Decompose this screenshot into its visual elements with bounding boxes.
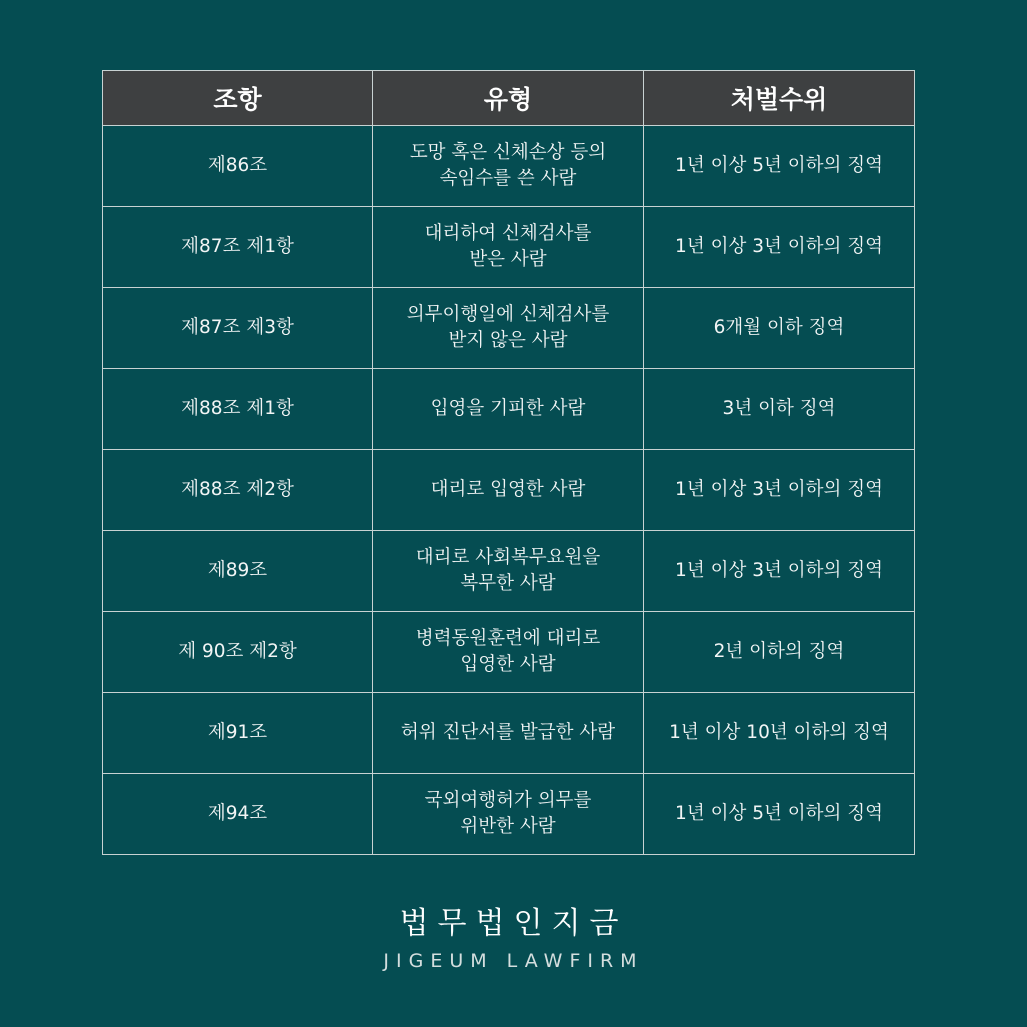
penalty-table (102, 70, 915, 855)
table-row (103, 450, 915, 531)
cell-article: 제88조 제1항 (103, 369, 373, 450)
cell-type: 도망 혹은 신체손상 등의 속임수를 쓴 사람 (373, 126, 644, 207)
cell-article: 제88조 제2항 (103, 450, 373, 531)
cell-type: 대리로 사회복무요원을 복무한 사람 (373, 531, 644, 612)
table-row (103, 207, 915, 288)
cell-penalty: 3년 이하 징역 (644, 369, 915, 450)
cell-type: 의무이행일에 신체검사를 받지 않은 사람 (373, 288, 644, 369)
cell-penalty: 2년 이하의 징역 (644, 612, 915, 693)
cell-article: 제86조 (103, 126, 373, 207)
cell-penalty: 6개월 이하 징역 (644, 288, 915, 369)
cell-article: 제89조 (103, 531, 373, 612)
header-article: 조항 (103, 71, 373, 126)
table-row (103, 531, 915, 612)
cell-penalty: 1년 이상 10년 이하의 징역 (644, 693, 915, 774)
table-row (103, 612, 915, 693)
cell-type: 국외여행허가 의무를 위반한 사람 (373, 774, 644, 855)
cell-penalty: 1년 이상 5년 이하의 징역 (644, 126, 915, 207)
header-type: 유형 (373, 71, 644, 126)
cell-article: 제87조 제3항 (103, 288, 373, 369)
cell-type: 허위 진단서를 발급한 사람 (373, 693, 644, 774)
cell-article: 제94조 (103, 774, 373, 855)
cell-penalty: 1년 이상 3년 이하의 징역 (644, 207, 915, 288)
table-header-row (103, 71, 915, 126)
table-row (103, 288, 915, 369)
cell-penalty: 1년 이상 5년 이하의 징역 (644, 774, 915, 855)
table-row (103, 369, 915, 450)
table-row (103, 774, 915, 855)
cell-article: 제87조 제1항 (103, 207, 373, 288)
table-row (103, 693, 915, 774)
cell-type: 대리하여 신체검사를 받은 사람 (373, 207, 644, 288)
cell-type: 병력동원훈련에 대리로 입영한 사람 (373, 612, 644, 693)
table-row (103, 126, 915, 207)
cell-type: 대리로 입영한 사람 (373, 450, 644, 531)
cell-penalty: 1년 이상 3년 이하의 징역 (644, 531, 915, 612)
cell-type: 입영을 기피한 사람 (373, 369, 644, 450)
cell-article: 제 90조 제2항 (103, 612, 373, 693)
header-penalty: 처벌수위 (644, 71, 915, 126)
brand-name-korean: 법무법인지금 (399, 906, 628, 941)
cell-article: 제91조 (103, 693, 373, 774)
cell-penalty: 1년 이상 3년 이하의 징역 (644, 450, 915, 531)
brand-name-english: JIGEUM LAWFIRM (383, 950, 644, 972)
